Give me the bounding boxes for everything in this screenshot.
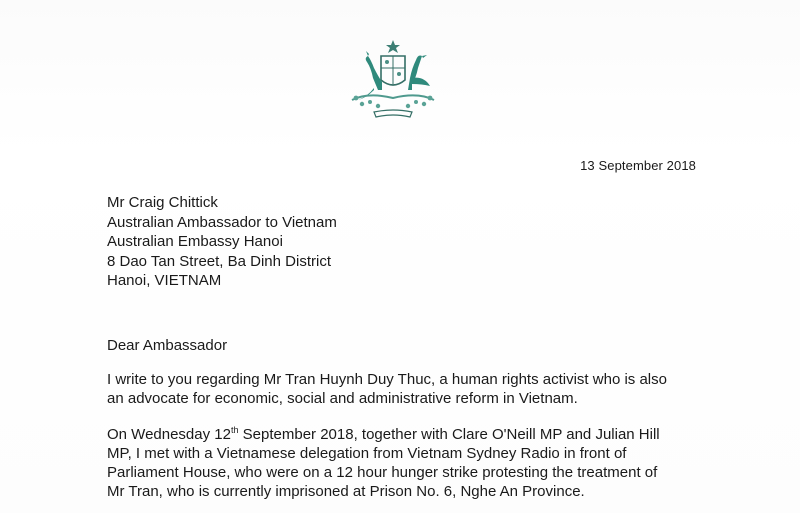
paragraph-2 — [107, 425, 707, 501]
letter-date: 13 September 2018 — [580, 158, 696, 173]
paragraph-1-line-2: an advocate for economic, social and administrative reform in Vietnam. — [107, 390, 578, 407]
salutation: Dear Ambassador — [107, 337, 228, 354]
coat-of-arms-icon — [338, 38, 448, 124]
paragraph-1 — [107, 370, 707, 408]
recipient-address — [107, 193, 337, 291]
paragraph-2-line-2: MP, I met with a Vietnamese delegation from Vietnam Sydney Radio in front of — [107, 445, 627, 462]
recipient-title: Australian Ambassador to Vietnam — [107, 213, 337, 231]
paragraph-2-line-3: Parliament House, who were on a 12 hour hunger strike protesting the treatment of — [107, 464, 658, 481]
paragraph-2-line-4: Mr Tran, who is currently imprisoned at Prison No. 6, Nghe An Province. — [107, 483, 585, 500]
paragraph-2-line-1-end: September 2018, together with Clare O'Neill MP and Julian Hill — [238, 426, 660, 443]
recipient-organisation: Australian Embassy Hanoi — [107, 233, 283, 250]
paragraph-1-line-1: I write to you regarding Mr Tran Huynh Duy Thuc, a human rights activist who is also — [107, 371, 667, 388]
recipient-street: 8 Dao Tan Street, Ba Dinh District — [107, 252, 331, 270]
recipient-city: Hanoi, VIETNAM — [107, 272, 222, 289]
ordinal-suffix: th — [230, 425, 239, 435]
paragraph-2-line-1-start: On Wednesday 12 — [107, 426, 231, 443]
paragraph-2-line-1 — [107, 425, 707, 444]
recipient-name: Mr Craig Chittick — [107, 194, 218, 211]
cropped-next-line — [107, 503, 707, 513]
